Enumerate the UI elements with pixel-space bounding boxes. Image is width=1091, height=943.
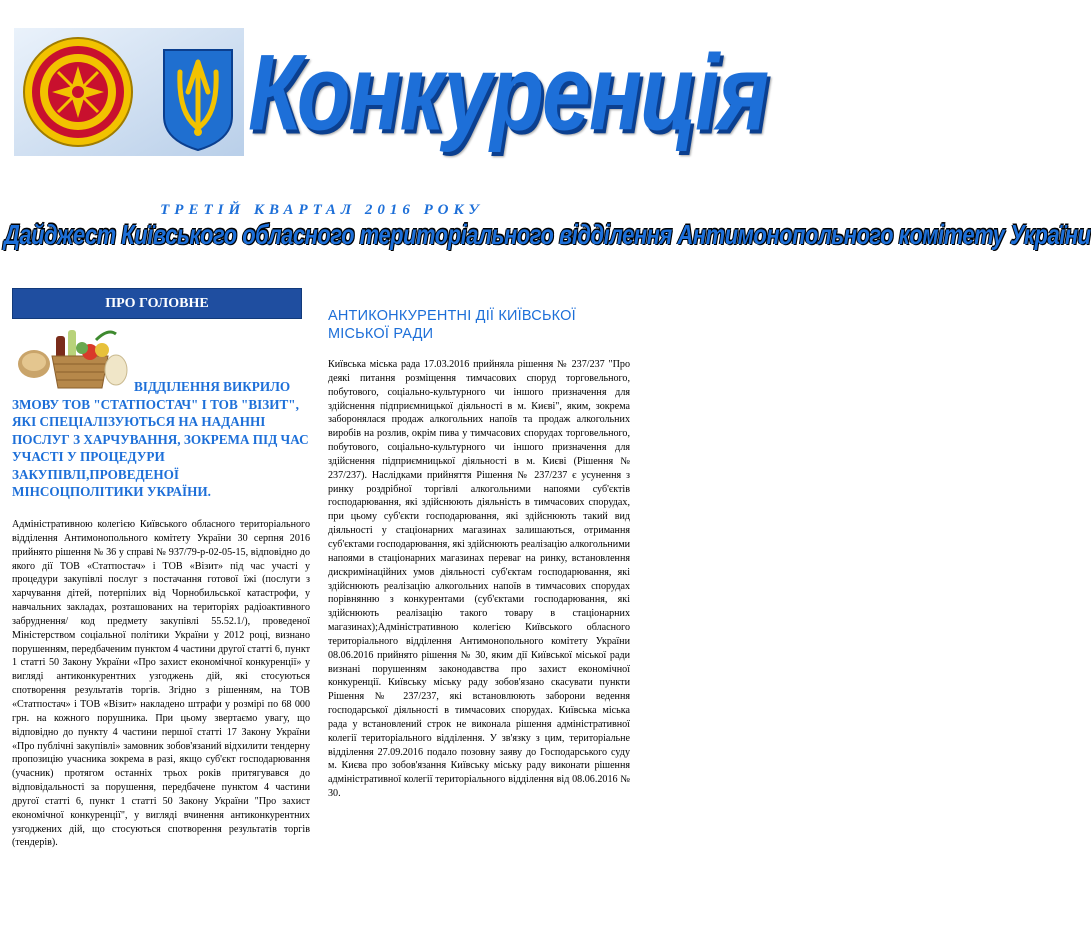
left-headline-text: ВІДДІЛЕННЯ ВИКРИЛО ЗМОВУ ТОВ "СТАТПОСТАЧ" І ТОВ "ВІЗИТ", ЯКІ СПЕЦІАЛІЗУЮТЬСЯ НА НАДАННІ ПОСЛУГ З ХАРЧУВАННЯ, ЗОКРЕМА ПІД ЧАС УЧАСТІ У ПРОЦЕДУРИ ЗАКУПІВЛІ,ПРОВЕДЕНОЇ МІНСОЦПОЛІТИКИ УКРАЇНИ. [12,379,309,499]
amcu-emblem-icon [14,28,244,156]
right-article-body: Київська міська рада 17.03.2016 прийняла рішення № 237/237 "Про деякі питання розміщення тимчасових споруд торговельного, побутового, соціально-культурного чи іншого призначення для здійснення підприємницької діяльності в м. Києві", яким, зокрема заборонялася продаж алкогольних напоїв та продаж алкогольних виробів на розлив, окрім пива у тимчасових спорудах торговельного, побутового, соціально-культурного чи іншого призначення для здійснення підприємницької діяльності в м. Києві (Рішення № 237/237). Наслідками прийняття Рішення № 237/237 є усунення з ринку роздрібної торгівлі алкогольними напоями суб'єктів господарювання, які здійснюють діяльність в тимчасових спорудах, при цьому суб'єкти господарювання, які здійснюють такий вид діяльності у стаціонарних магазинах залишаються, отримання суб'єктами господарювання, які здійснюють реалізацію алкогольними напоями в стаціонарних магазинах переваг на ринку, встановлення дискримінаційних умов діяльності суб'єктам господарювання, які здійснюють реалізацію алкогольних напоїв в тимчасових спорудах порівнянню з конкурентами (суб'єктами господарювання, які здійснюють реалізацію такого товару в стаціонарних магазинах);Адміністративною колегією Київського обласного територіального відділення Антимонопольного комітету України 08.06.2016 прийнято рішення № 30, яким дії Київської міської ради визнані порушенням законодавства про захист економічної конкуренції. Київську міську раду зобов'язано скасувати пункти Рішення № 237/237, які встановлюють заборони ведення господарської діяльності в тимчасових спорудах. Київська міська рада у встановлений строк не виконала рішення адміністративної колегії територіального відділення. У зв'язку з цим, територіальне відділення 27.09.2016 подало позовну заяву до Господарського суду м. Києва про зобов'язання Київську міську раду виконати рішення адміністративної колегії територіального відділення від 08.06.2016 № 30. [328,359,630,800]
digest-subtitle: Дайджест Київського обласного територіального відділення Антимонопольного комітету України [4,218,1091,250]
right-headline: АНТИКОНКУРЕНТНІ ДІЇ КИЇВСЬКОЇ МІСЬКОЇ РАДИ [328,308,576,342]
header-logo-block [14,28,244,156]
page-title: Конкуренція [248,31,768,153]
left-article [12,518,310,850]
left-article-body: Адміністративною колегією Київського обласного територіального відділення Антимонопольного комітету України 30 серпня 2016 прийнято рішення № 36 у справі № 937/79-р-02-05-15, відповідно до якого дії ТОВ «Статпостач» і ТОВ «Візит» під час участі у процедури закупівлі послуг з постачання готової їжі (послуги з харчування дітей, потерпілих від Чорнобильської катастрофи, у навчальних закладах, розташованих на територіях радіоактивного забруднення/ код предмету закупівлі 55.52.1/), проведеної Міністерством соціальної політики України у 2012 році, визнано порушенням, передбаченим пунктом 4 частини другої статті 6, пункт 1 статті 50 Закону України «Про захист економічної конкуренції» у вигляді антиконкурентних узгоджень дій, які стосуються спотворення результатів торгів. Згідно з рішенням, на ТОВ «Статпостач» і ТОВ «Візит» накладено штрафи у розмірі по 68 000 грн. на кожного порушника. При цьому звертаємо увагу, що відповідно до пункту 4 частини першої статті 17 Закону України «Про публічні закупівлі» замовник зобов'язаний відхилити тендерну пропозицію учасника зокрема в разі, якщо суб'єкт господарювання (учасник) протягом останніх трьох років притягувався до відповідальності за порушення, передбачене пунктом 4 частини другої статті 6, пункт 1 статті 50 Закону України "Про захист економічної конкуренції", у вигляді вчинення антиконкурентних узгоджених дій, що стосуються спотворення результатів торгів (тендерів). [12,519,310,849]
right-article [328,358,630,801]
section-label: ПРО ГОЛОВНЕ [12,288,302,319]
issue-quarter: ТРЕТІЙ КВАРТАЛ 2016 РОКУ [160,202,484,218]
left-headline [12,378,310,501]
